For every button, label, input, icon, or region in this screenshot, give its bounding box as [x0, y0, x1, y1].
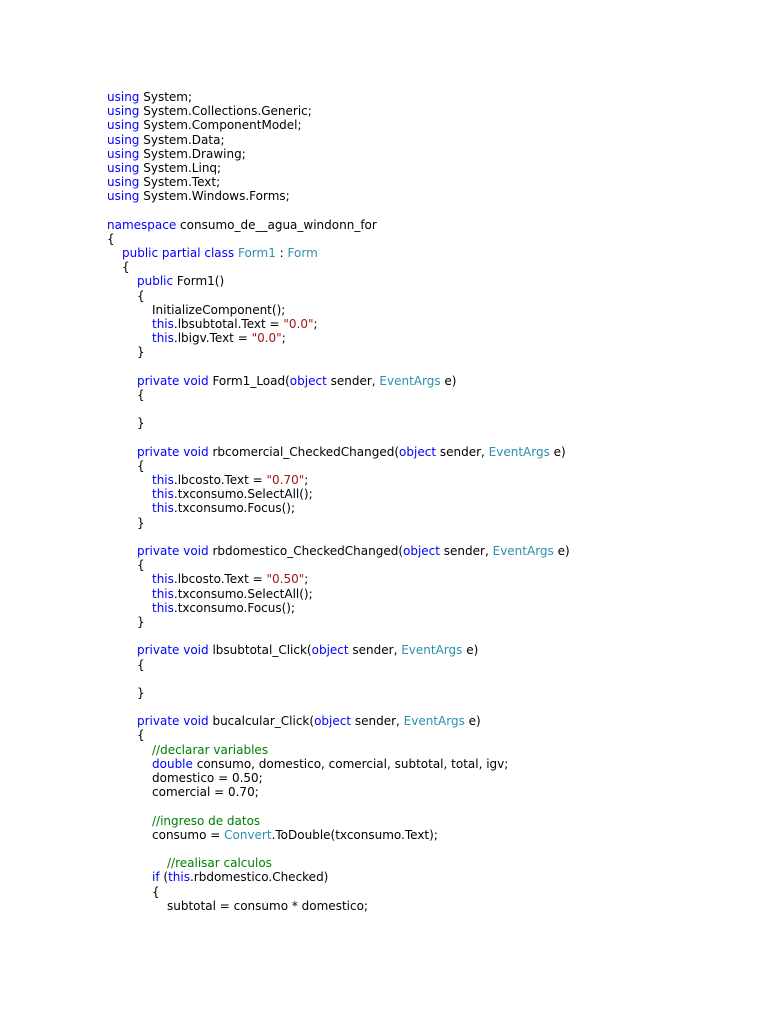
- code-text: consumo =: [152, 827, 225, 842]
- code-line: [107, 743, 570, 757]
- code-text: }: [137, 416, 145, 431]
- code-type-name: EventArgs: [379, 373, 441, 388]
- code-text: consumo, domestico, comercial, subtotal, total, igv;: [192, 756, 509, 771]
- code-text: sender,: [351, 714, 404, 729]
- code-text: sender,: [326, 373, 380, 388]
- code-line: [107, 360, 570, 374]
- code-line: [107, 487, 570, 501]
- code-type-name: EventArgs: [492, 544, 554, 558]
- code-text: {: [137, 288, 145, 303]
- code-text: ;: [281, 331, 286, 346]
- code-listing: [107, 90, 570, 913]
- code-keyword: private void: [137, 444, 209, 459]
- code-comment: //declarar variables: [152, 742, 269, 757]
- code-line: [107, 189, 570, 203]
- code-text: e): [549, 444, 566, 459]
- code-line: [107, 416, 570, 430]
- code-line: [107, 530, 570, 544]
- code-line: [107, 658, 570, 672]
- code-text: {: [137, 458, 145, 473]
- code-text: System.ComponentModel;: [139, 118, 302, 133]
- code-keyword: this: [168, 870, 190, 885]
- code-comment: //realisar calculos: [167, 856, 272, 871]
- code-line: [107, 260, 570, 274]
- code-text: rbcomercial_CheckedChanged(: [208, 444, 400, 459]
- code-line: [107, 289, 570, 303]
- code-line: [107, 133, 570, 147]
- code-keyword: if: [152, 870, 160, 885]
- code-line: [107, 402, 570, 416]
- code-keyword: using: [107, 189, 140, 204]
- code-text: comercial = 0.70;: [152, 785, 259, 800]
- code-keyword: using: [107, 104, 140, 119]
- code-line: [107, 799, 570, 813]
- code-line: [107, 885, 570, 899]
- code-keyword: this: [152, 331, 174, 346]
- code-text: Form1_Load(: [208, 373, 290, 388]
- code-text: System.Drawing;: [139, 146, 246, 161]
- code-keyword: private void: [137, 544, 209, 558]
- code-line: [107, 147, 570, 161]
- code-line: [107, 232, 570, 246]
- code-text: {: [137, 657, 145, 672]
- code-keyword: private void: [137, 643, 209, 658]
- code-line: [107, 643, 570, 657]
- code-text: domestico = 0.50;: [152, 771, 263, 785]
- code-text: .lbcosto.Text =: [173, 572, 267, 587]
- code-line: [107, 317, 570, 331]
- code-keyword: object: [314, 714, 352, 729]
- code-line: [107, 501, 570, 515]
- code-text: .txconsumo.SelectAll();: [173, 487, 313, 502]
- code-keyword: this: [152, 317, 174, 331]
- code-text: System.Collections.Generic;: [139, 104, 312, 119]
- code-text: e): [553, 544, 570, 558]
- code-text: System.Data;: [139, 132, 225, 147]
- code-line: [107, 303, 570, 317]
- code-text: sender,: [348, 643, 402, 658]
- code-line: [107, 757, 570, 771]
- code-line: [107, 345, 570, 359]
- code-text: .lbigv.Text =: [173, 331, 252, 346]
- code-text: System.Text;: [139, 175, 221, 190]
- code-line: [107, 104, 570, 118]
- code-line: [107, 587, 570, 601]
- code-text: Form1(): [173, 274, 225, 289]
- code-text: System.Windows.Forms;: [139, 189, 290, 204]
- code-keyword: private void: [137, 714, 209, 729]
- code-line: [107, 175, 570, 189]
- code-text: sender,: [436, 444, 489, 459]
- code-keyword: object: [403, 544, 440, 558]
- code-keyword: using: [107, 132, 140, 147]
- code-line: [107, 246, 570, 260]
- code-line: [107, 899, 570, 913]
- code-text: }: [137, 614, 145, 629]
- code-text: rbdomestico_CheckedChanged(: [208, 544, 403, 558]
- code-type-name: Form1: [237, 246, 276, 261]
- code-text: }: [137, 515, 145, 530]
- code-keyword: public partial class: [122, 246, 235, 261]
- code-text: InitializeComponent();: [152, 302, 286, 317]
- code-line: [107, 672, 570, 686]
- code-text: e): [462, 643, 479, 658]
- code-text: .txconsumo.Focus();: [173, 501, 296, 516]
- code-keyword: this: [152, 473, 174, 488]
- code-line: [107, 331, 570, 345]
- code-text: .rbdomestico.Checked): [189, 870, 329, 885]
- code-text: {: [137, 387, 145, 402]
- code-line: [107, 700, 570, 714]
- code-keyword: this: [152, 600, 174, 615]
- code-string: "0.0": [251, 331, 282, 346]
- code-text: System.Linq;: [139, 160, 222, 175]
- code-keyword: namespace: [107, 217, 177, 232]
- code-text: bucalcular_Click(: [208, 714, 315, 729]
- code-type-name: EventArgs: [403, 714, 465, 729]
- code-line: [107, 771, 570, 785]
- code-line: [107, 828, 570, 842]
- code-text: (: [159, 870, 169, 885]
- code-text: }: [137, 685, 145, 700]
- code-text: ;: [304, 473, 309, 488]
- code-keyword: public: [137, 274, 174, 289]
- code-type-name: Convert: [224, 827, 272, 842]
- code-text: ;: [313, 317, 318, 331]
- code-line: [107, 814, 570, 828]
- code-line: [107, 686, 570, 700]
- code-line: [107, 870, 570, 884]
- code-text: .lbcosto.Text =: [173, 473, 267, 488]
- code-text: {: [137, 728, 145, 743]
- code-line: [107, 544, 570, 558]
- code-type-name: EventArgs: [488, 444, 550, 459]
- code-text: consumo_de__agua_windonn_for: [176, 217, 377, 232]
- code-keyword: this: [152, 572, 174, 587]
- code-line: [107, 785, 570, 799]
- code-comment: //ingreso de datos: [152, 813, 261, 828]
- code-text: :: [275, 246, 288, 261]
- code-line: [107, 629, 570, 643]
- code-keyword: this: [152, 487, 174, 502]
- code-line: [107, 601, 570, 615]
- code-keyword: object: [311, 643, 349, 658]
- code-text: .txconsumo.SelectAll();: [173, 586, 313, 601]
- code-text: {: [137, 558, 145, 573]
- code-line: [107, 431, 570, 445]
- code-keyword: private void: [137, 373, 209, 388]
- code-line: [107, 445, 570, 459]
- code-line: [107, 856, 570, 870]
- code-line: [107, 274, 570, 288]
- code-line: [107, 558, 570, 572]
- code-text: sender,: [439, 544, 493, 558]
- code-keyword: using: [107, 146, 140, 161]
- code-text: subtotal = consumo * domestico;: [167, 898, 368, 913]
- code-text: lbsubtotal_Click(: [208, 643, 312, 658]
- code-line: [107, 572, 570, 586]
- code-string: "0.70": [266, 473, 305, 488]
- code-text: .txconsumo.Focus();: [173, 600, 296, 615]
- code-line: [107, 714, 570, 728]
- code-text: e): [440, 373, 457, 388]
- code-line: [107, 118, 570, 132]
- code-line: [107, 842, 570, 856]
- code-line: [107, 459, 570, 473]
- code-text: System;: [139, 90, 193, 104]
- code-keyword: using: [107, 90, 140, 104]
- code-line: [107, 388, 570, 402]
- code-string: "0.0": [283, 317, 314, 331]
- code-keyword: object: [289, 373, 327, 388]
- code-string: "0.50": [266, 572, 305, 587]
- code-text: ;: [304, 572, 309, 587]
- code-keyword: using: [107, 118, 140, 133]
- code-keyword: double: [152, 756, 193, 771]
- code-text: {: [122, 260, 130, 275]
- code-text: .lbsubtotal.Text =: [173, 317, 284, 331]
- code-text: .ToDouble(txconsumo.Text);: [271, 827, 438, 842]
- code-line: [107, 90, 570, 104]
- code-keyword: this: [152, 501, 174, 516]
- code-line: [107, 615, 570, 629]
- code-line: [107, 204, 570, 218]
- code-keyword: using: [107, 175, 140, 190]
- code-text: {: [152, 884, 160, 899]
- code-keyword: using: [107, 160, 140, 175]
- code-line: [107, 516, 570, 530]
- code-keyword: object: [399, 444, 437, 459]
- code-line: [107, 728, 570, 742]
- code-text: e): [464, 714, 481, 729]
- code-type-name: EventArgs: [401, 643, 463, 658]
- code-type-name: Form: [287, 246, 318, 261]
- code-keyword: this: [152, 586, 174, 601]
- code-text: }: [137, 345, 145, 360]
- code-line: [107, 473, 570, 487]
- code-line: [107, 161, 570, 175]
- code-text: {: [107, 231, 115, 246]
- code-line: [107, 374, 570, 388]
- code-line: [107, 218, 570, 232]
